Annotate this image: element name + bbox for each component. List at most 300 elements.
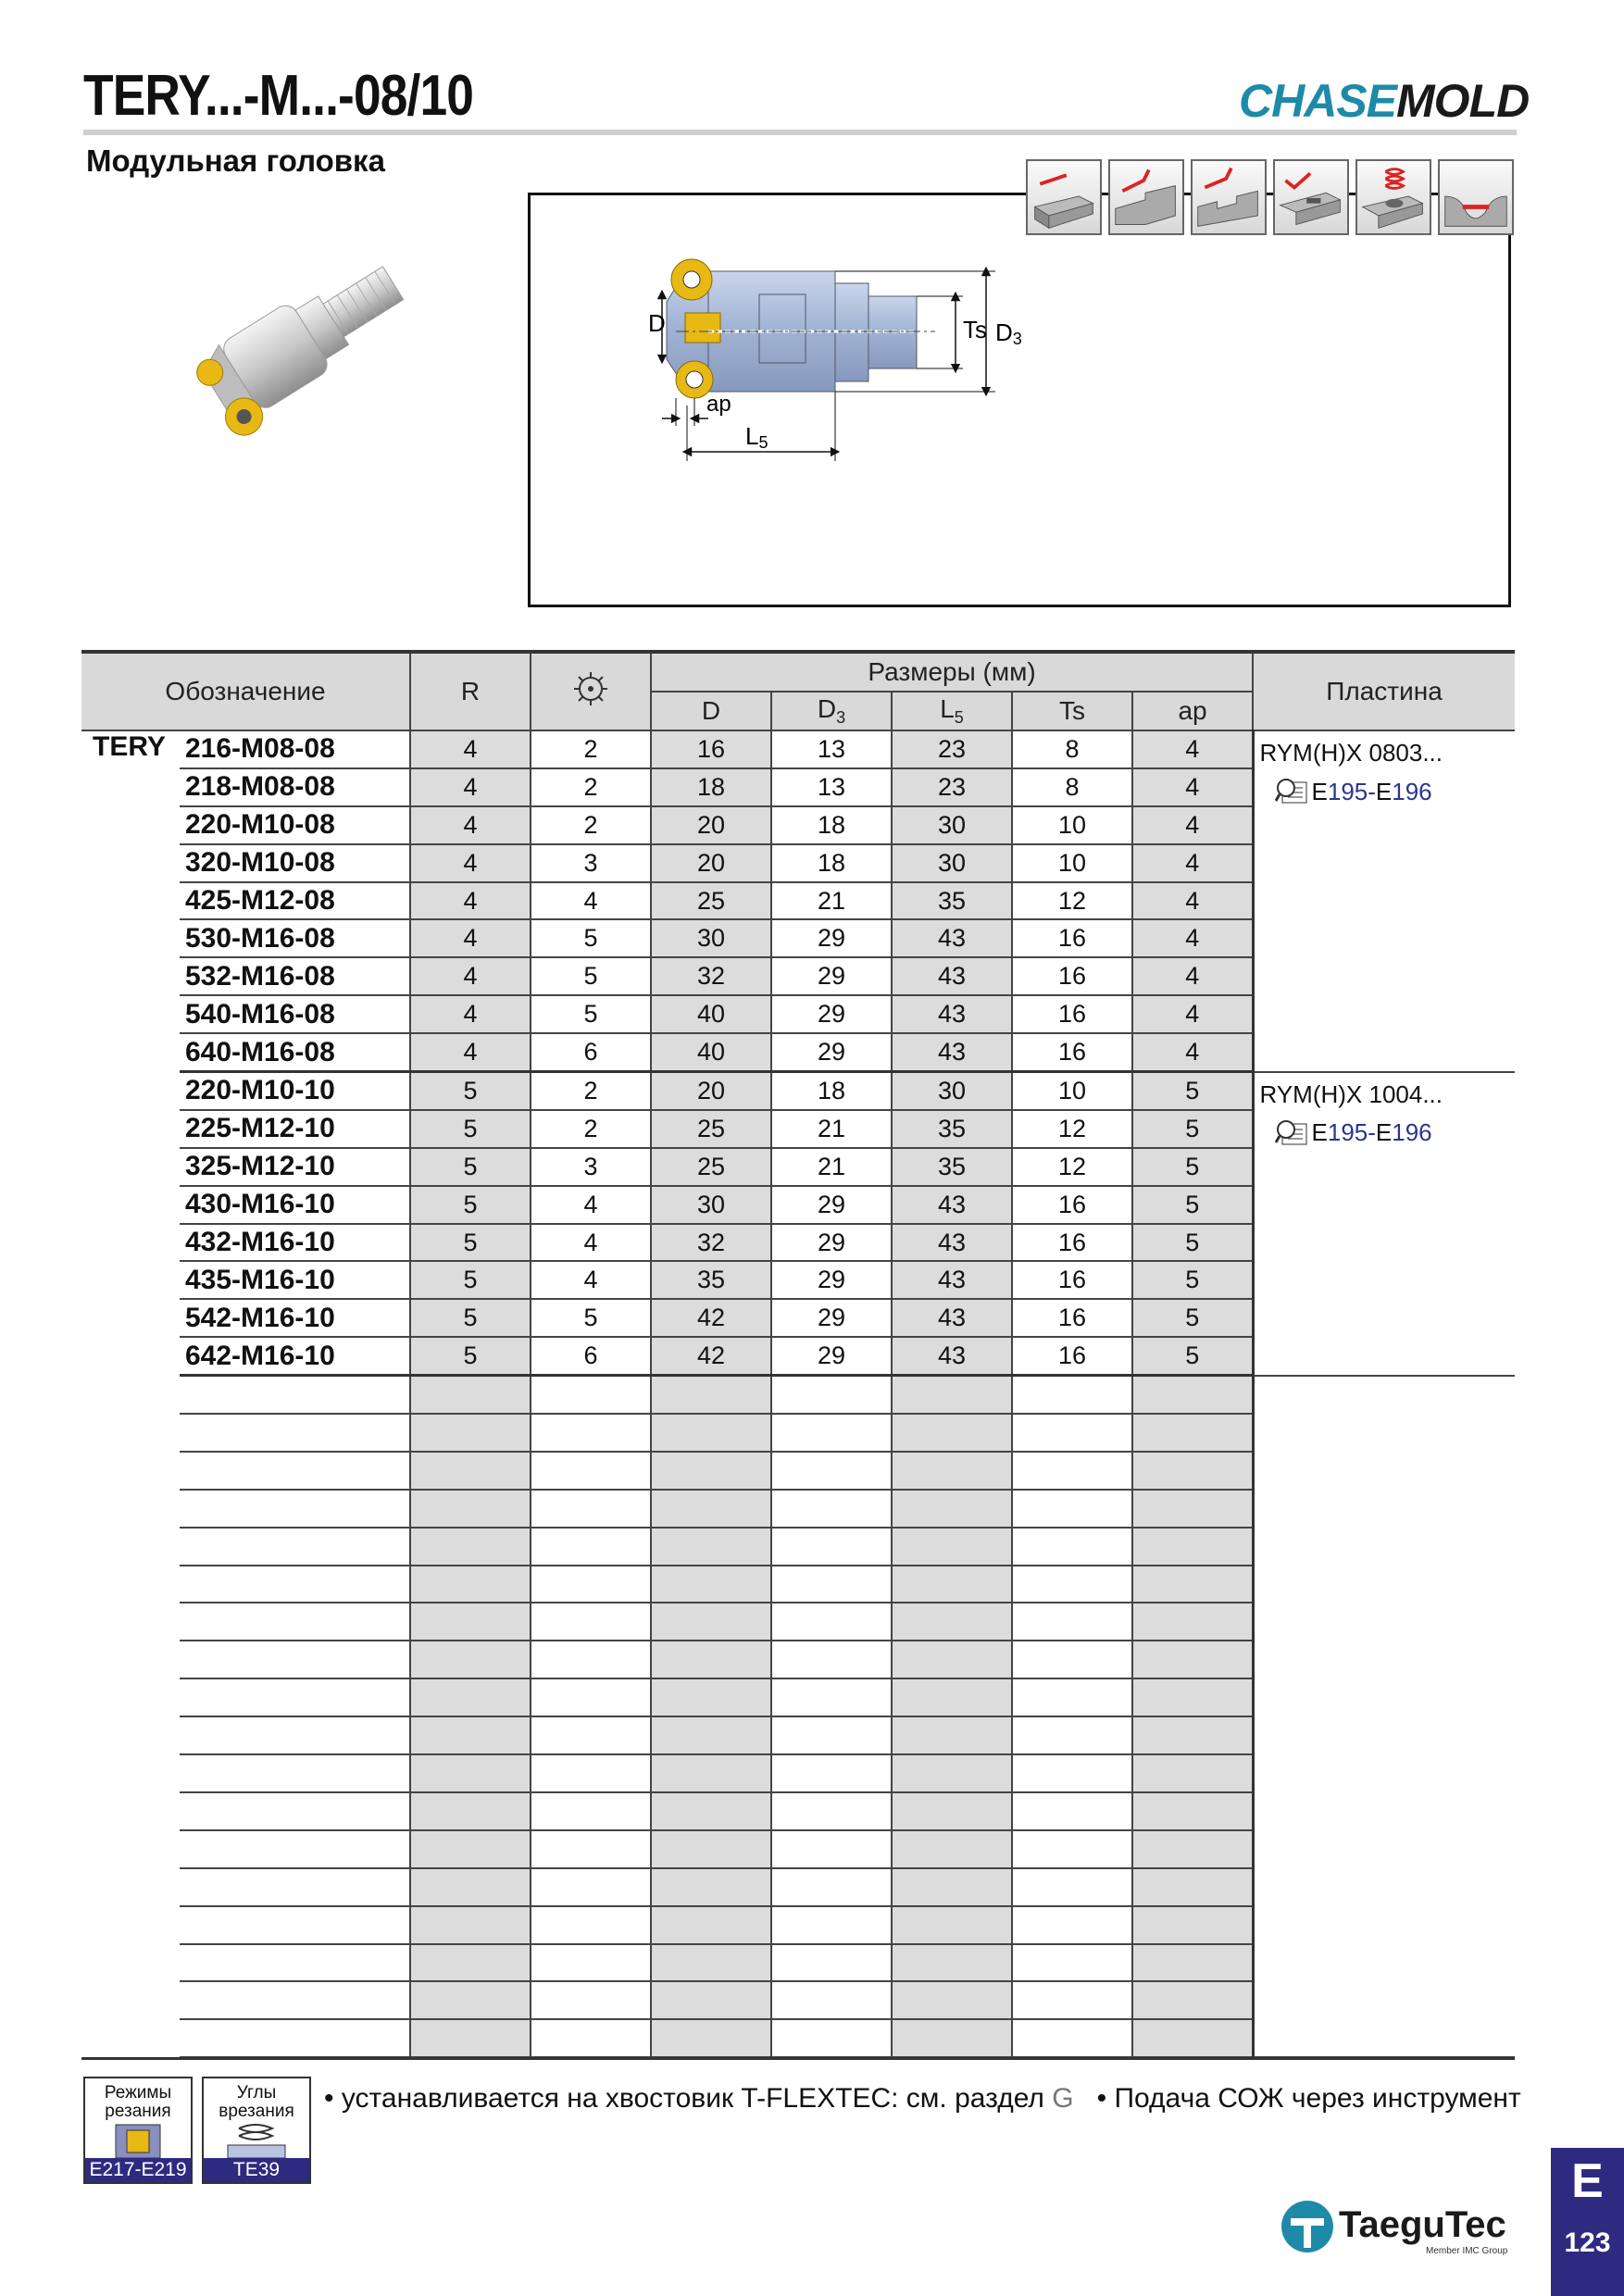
- cell-z: 5: [531, 1299, 651, 1337]
- designation-cell: [180, 1981, 410, 2019]
- cell-l5: 43: [892, 1033, 1012, 1071]
- designation-cell: 432-M16-10: [180, 1224, 410, 1262]
- cell-r: [410, 1641, 531, 1678]
- cell-d: 20: [651, 806, 771, 844]
- insert-catalog-link[interactable]: E195-E196: [1260, 777, 1510, 806]
- ramping-icon: [224, 2121, 289, 2162]
- cell-z: 4: [531, 1261, 651, 1299]
- shoulder-milling-icon: [1108, 159, 1184, 235]
- cell-d: [651, 2019, 771, 2057]
- cell-d3: [771, 1716, 892, 1754]
- cell-d3: 21: [771, 882, 892, 920]
- technical-drawing: [528, 193, 1511, 607]
- cell-l5: [892, 1566, 1012, 1603]
- cell-d3: [771, 1792, 892, 1830]
- designation-cell: 435-M16-10: [180, 1261, 410, 1299]
- blank-cell: [81, 1566, 180, 1603]
- cell-r: [410, 1981, 531, 2019]
- badge1-code: E217-E219: [85, 2158, 191, 2182]
- badge1-line2: резания: [105, 2102, 171, 2121]
- cell-ap: 4: [1132, 995, 1253, 1033]
- cell-ap: 5: [1132, 1337, 1253, 1375]
- cell-z: [531, 1603, 651, 1641]
- cell-ts: 16: [1012, 957, 1132, 995]
- cell-ap: [1132, 1452, 1253, 1490]
- cell-ts: [1012, 1641, 1132, 1678]
- cell-d3: 29: [771, 1033, 892, 1071]
- cell-d3: 18: [771, 844, 892, 882]
- cell-ap: 5: [1132, 1224, 1253, 1262]
- page-subtitle: Модульная головка: [86, 144, 385, 178]
- designation-cell: 540-M16-08: [180, 995, 410, 1033]
- cell-l5: 43: [892, 957, 1012, 995]
- cell-ap: 5: [1132, 1110, 1253, 1148]
- cell-ap: 4: [1132, 919, 1253, 957]
- cell-ts: 16: [1012, 1337, 1132, 1375]
- designation-cell: [180, 1414, 410, 1452]
- chasemold-logo: [1239, 74, 1529, 128]
- cell-d3: [771, 1566, 892, 1603]
- header-insert: Пластина: [1253, 652, 1515, 730]
- designation-cell: 640-M16-08: [180, 1033, 410, 1071]
- header-designation: Обозначение: [81, 652, 410, 730]
- cell-z: 2: [531, 768, 651, 806]
- cell-z: [531, 1376, 651, 1414]
- designation-cell: [180, 1906, 410, 1944]
- cell-r: 4: [410, 844, 531, 882]
- cell-d: [651, 1716, 771, 1754]
- cell-ap: 4: [1132, 1033, 1253, 1071]
- cell-d3: [771, 1641, 892, 1678]
- designation-cell: 320-M10-08: [180, 844, 410, 882]
- cell-r: 4: [410, 919, 531, 957]
- cell-l5: 43: [892, 1261, 1012, 1299]
- designation-cell: [180, 2019, 410, 2057]
- cell-z: 2: [531, 730, 651, 768]
- cell-ap: 5: [1132, 1148, 1253, 1186]
- cell-ap: [1132, 1716, 1253, 1754]
- cell-d3: [771, 1830, 892, 1868]
- cell-l5: [892, 1716, 1012, 1754]
- cutting-data-badge[interactable]: [83, 2077, 193, 2184]
- cell-l5: [892, 1981, 1012, 2019]
- cell-d: 30: [651, 1186, 771, 1224]
- cell-d3: [771, 1603, 892, 1641]
- designation-cell: 225-M12-10: [180, 1110, 410, 1148]
- copy-milling-icon: [1438, 159, 1514, 235]
- designation-cell: [180, 1944, 410, 1982]
- badge1-line1: Режимы: [104, 2083, 172, 2103]
- blank-cell: [81, 1906, 180, 1944]
- cell-r: [410, 1490, 531, 1528]
- cell-r: [410, 1678, 531, 1716]
- cell-ts: [1012, 1376, 1132, 1414]
- cell-ts: [1012, 1981, 1132, 2019]
- cell-z: 4: [531, 1186, 651, 1224]
- cell-ap: [1132, 1868, 1253, 1906]
- cell-r: 5: [410, 1337, 531, 1375]
- cell-r: 5: [410, 1261, 531, 1299]
- cell-ap: 4: [1132, 882, 1253, 920]
- cell-ts: [1012, 1414, 1132, 1452]
- designation-cell: 530-M16-08: [180, 919, 410, 957]
- designation-cell: [180, 1376, 410, 1414]
- cell-d: 35: [651, 1261, 771, 1299]
- cell-l5: [892, 1641, 1012, 1678]
- cell-r: 5: [410, 1299, 531, 1337]
- series-prefix: TERY: [93, 731, 166, 762]
- cell-d: [651, 1414, 771, 1452]
- cell-r: [410, 1566, 531, 1603]
- ramping-angles-badge[interactable]: [202, 2077, 311, 2184]
- cell-r: 5: [410, 1224, 531, 1262]
- cell-d3: [771, 2019, 892, 2057]
- cell-l5: [892, 1490, 1012, 1528]
- cell-d3: [771, 1528, 892, 1566]
- cell-ts: 12: [1012, 1148, 1132, 1186]
- cell-ts: 10: [1012, 1072, 1132, 1110]
- cell-r: 4: [410, 768, 531, 806]
- header-D: D: [651, 692, 771, 730]
- cell-z: [531, 1641, 651, 1678]
- cell-l5: [892, 1792, 1012, 1830]
- cell-d: [651, 1754, 771, 1792]
- designation-cell: 220-M10-08: [180, 806, 410, 844]
- cell-d3: [771, 1906, 892, 1944]
- designation-cell: 430-M16-10: [180, 1186, 410, 1224]
- cell-z: [531, 1944, 651, 1982]
- blank-cell: [81, 1944, 180, 1982]
- designation-cell: [180, 1754, 410, 1792]
- cell-z: 4: [531, 882, 651, 920]
- designation-cell: 532-M16-08: [180, 957, 410, 995]
- cell-l5: 35: [892, 1148, 1012, 1186]
- designation-cell: 542-M16-10: [180, 1299, 410, 1337]
- cell-r: [410, 1716, 531, 1754]
- cell-z: [531, 1754, 651, 1792]
- designation-cell: [180, 1603, 410, 1641]
- cell-d: [651, 1678, 771, 1716]
- cell-d3: [771, 1376, 892, 1414]
- cell-r: 5: [410, 1072, 531, 1110]
- cell-d: [651, 1528, 771, 1566]
- cell-l5: [892, 1754, 1012, 1792]
- cell-d3: [771, 1414, 892, 1452]
- table-bottom-rule: [81, 2057, 1515, 2060]
- cell-z: [531, 2019, 651, 2057]
- cell-ts: [1012, 1906, 1132, 1944]
- cell-d3: [771, 1868, 892, 1906]
- cell-d3: 13: [771, 730, 892, 768]
- cell-ts: 10: [1012, 806, 1132, 844]
- cell-ap: 4: [1132, 957, 1253, 995]
- cell-ap: [1132, 1603, 1253, 1641]
- blank-cell: [81, 1490, 180, 1528]
- empty-table-row: [81, 1376, 1515, 1414]
- designation-cell: [180, 1490, 410, 1528]
- magnifier-icon: [1275, 1118, 1308, 1148]
- cell-l5: [892, 1830, 1012, 1868]
- cell-l5: 43: [892, 919, 1012, 957]
- cell-d: [651, 1452, 771, 1490]
- cell-d: [651, 1376, 771, 1414]
- cell-l5: 30: [892, 844, 1012, 882]
- cell-d: [651, 1906, 771, 1944]
- cell-d: 32: [651, 957, 771, 995]
- blank-cell: [81, 1452, 180, 1490]
- cell-r: [410, 1603, 531, 1641]
- cell-d3: 13: [771, 768, 892, 806]
- cell-z: 4: [531, 1224, 651, 1262]
- cell-r: 4: [410, 1033, 531, 1071]
- cell-ts: [1012, 1716, 1132, 1754]
- cell-ap: [1132, 1754, 1253, 1792]
- cell-l5: [892, 2019, 1012, 2057]
- blank-cell: [81, 1376, 180, 1414]
- cell-r: [410, 1414, 531, 1452]
- cutting-data-icon: [110, 2121, 166, 2162]
- cell-r: [410, 1944, 531, 1982]
- cell-d: 16: [651, 730, 771, 768]
- magnifier-icon: [1275, 777, 1308, 806]
- page-number: 123: [1564, 2227, 1611, 2258]
- cell-l5: [892, 1603, 1012, 1641]
- cell-ts: [1012, 1603, 1132, 1641]
- dim-label-D3: D3: [995, 318, 1022, 348]
- cell-ts: [1012, 1792, 1132, 1830]
- cell-z: [531, 1830, 651, 1868]
- cell-r: [410, 1868, 531, 1906]
- slotting-icon: [1191, 159, 1267, 235]
- blank-cell: [81, 1981, 180, 2019]
- badge2-code: TE39: [204, 2158, 309, 2182]
- cell-d: [651, 1603, 771, 1641]
- cell-r: 4: [410, 806, 531, 844]
- cell-l5: [892, 1528, 1012, 1566]
- cell-z: 5: [531, 995, 651, 1033]
- cell-r: [410, 1830, 531, 1868]
- product-photo: [176, 231, 444, 454]
- cell-d3: 29: [771, 1186, 892, 1224]
- blank-cell: [81, 1603, 180, 1641]
- cell-l5: 23: [892, 730, 1012, 768]
- logo-part2: MOLD: [1396, 75, 1530, 127]
- cell-l5: 43: [892, 1224, 1012, 1262]
- dim-label-ap: ap: [706, 392, 731, 417]
- cell-ap: 5: [1132, 1072, 1253, 1110]
- specification-table: [81, 650, 1515, 2058]
- cell-ts: [1012, 1452, 1132, 1490]
- header-dimensions: Размеры (мм): [651, 652, 1253, 692]
- cell-r: 4: [410, 957, 531, 995]
- cell-d3: [771, 1944, 892, 1982]
- cell-d3: 29: [771, 995, 892, 1033]
- cell-d: [651, 1981, 771, 2019]
- cell-ap: 5: [1132, 1299, 1253, 1337]
- cell-d3: 29: [771, 1224, 892, 1262]
- cell-z: 5: [531, 957, 651, 995]
- cell-ts: 16: [1012, 1299, 1132, 1337]
- insert-catalog-link[interactable]: E195-E196: [1260, 1118, 1510, 1148]
- insert-cell: [1253, 1072, 1515, 1376]
- section-tab: [1551, 2148, 1624, 2296]
- cell-r: 5: [410, 1148, 531, 1186]
- cell-ap: 4: [1132, 730, 1253, 768]
- insert-cell-empty: [1253, 1376, 1515, 2058]
- insert-name: RYM(H)X 0803...: [1259, 739, 1443, 767]
- cell-ap: [1132, 1981, 1253, 2019]
- cell-ap: [1132, 1792, 1253, 1830]
- cell-ts: 16: [1012, 1033, 1132, 1071]
- cell-ap: [1132, 1566, 1253, 1603]
- company-tagline: Member IMC Group: [1426, 2246, 1508, 2256]
- blank-cell: [81, 1830, 180, 1868]
- blank-cell: [81, 1868, 180, 1906]
- cell-ts: 16: [1012, 1261, 1132, 1299]
- company-name: TaeguTec: [1339, 2204, 1506, 2245]
- cell-ap: [1132, 2019, 1253, 2057]
- cell-l5: 35: [892, 1110, 1012, 1148]
- cell-l5: 30: [892, 806, 1012, 844]
- cell-r: [410, 1792, 531, 1830]
- blank-cell: [81, 1754, 180, 1792]
- title-rule: [83, 130, 1517, 135]
- cell-l5: [892, 1376, 1012, 1414]
- cell-d3: 29: [771, 1337, 892, 1375]
- cell-d: [651, 1830, 771, 1868]
- cell-z: 2: [531, 1072, 651, 1110]
- table-row: [81, 1072, 1515, 1110]
- cell-ap: 4: [1132, 806, 1253, 844]
- cell-ap: [1132, 1944, 1253, 1982]
- cell-ap: [1132, 1490, 1253, 1528]
- cell-ap: 4: [1132, 768, 1253, 806]
- cell-d: 25: [651, 1110, 771, 1148]
- cell-r: [410, 1754, 531, 1792]
- cell-ts: [1012, 1528, 1132, 1566]
- cell-ap: [1132, 1678, 1253, 1716]
- cell-l5: 43: [892, 995, 1012, 1033]
- cell-z: [531, 1566, 651, 1603]
- cell-ap: [1132, 1528, 1253, 1566]
- cell-ts: [1012, 1678, 1132, 1716]
- cell-l5: [892, 1868, 1012, 1906]
- cell-z: [531, 1678, 651, 1716]
- cell-ap: [1132, 1376, 1253, 1414]
- insert-cell: [1253, 730, 1515, 1072]
- insert-name: RYM(H)X 1004...: [1259, 1079, 1443, 1108]
- cell-ts: [1012, 1754, 1132, 1792]
- header-L5: $L_5$: [892, 692, 1012, 730]
- cell-z: [531, 1528, 651, 1566]
- cell-z: [531, 1452, 651, 1490]
- cell-d: 40: [651, 1033, 771, 1071]
- designation-cell: [180, 1868, 410, 1906]
- cell-ts: 8: [1012, 768, 1132, 806]
- cell-r: 5: [410, 1186, 531, 1224]
- cell-d: [651, 1792, 771, 1830]
- cell-l5: [892, 1678, 1012, 1716]
- cell-ap: 5: [1132, 1261, 1253, 1299]
- cell-d: [651, 1641, 771, 1678]
- note-section-ref[interactable]: G: [1052, 2083, 1074, 2114]
- cell-d: 32: [651, 1224, 771, 1262]
- badge2-line1: Углы: [236, 2083, 277, 2103]
- teeth-count-icon: [570, 668, 611, 709]
- cell-ap: [1132, 1414, 1253, 1452]
- cell-d: [651, 1868, 771, 1906]
- cell-d: 20: [651, 844, 771, 882]
- cell-ts: 12: [1012, 882, 1132, 920]
- designation-cell: 216-M08-08: [180, 730, 410, 768]
- cell-z: 3: [531, 844, 651, 882]
- cell-r: [410, 1528, 531, 1566]
- cell-ts: [1012, 1868, 1132, 1906]
- cell-ap: [1132, 1830, 1253, 1868]
- cell-d: 25: [651, 882, 771, 920]
- header-D3: $D_3$: [771, 692, 892, 730]
- cell-d3: [771, 1678, 892, 1716]
- blank-cell: [81, 1792, 180, 1830]
- cell-ts: 16: [1012, 1224, 1132, 1262]
- cell-ts: 12: [1012, 1110, 1132, 1148]
- designation-cell: 220-M10-10: [180, 1072, 410, 1110]
- cell-z: 2: [531, 806, 651, 844]
- cell-l5: [892, 1414, 1012, 1452]
- cell-ts: [1012, 1490, 1132, 1528]
- cell-ap: 5: [1132, 1186, 1253, 1224]
- cell-z: [531, 1906, 651, 1944]
- cell-z: 6: [531, 1337, 651, 1375]
- cell-d: 42: [651, 1337, 771, 1375]
- blank-cell: [81, 1641, 180, 1678]
- blank-cell: [81, 1414, 180, 1452]
- cell-z: [531, 1414, 651, 1452]
- cell-z: [531, 1981, 651, 2019]
- cell-ts: 16: [1012, 919, 1132, 957]
- cell-l5: [892, 1906, 1012, 1944]
- cell-d3: [771, 1452, 892, 1490]
- designation-cell: [180, 1452, 410, 1490]
- cell-d3: 29: [771, 919, 892, 957]
- taegutec-logo: [1278, 2194, 1518, 2259]
- cell-d3: 21: [771, 1110, 892, 1148]
- cell-l5: 43: [892, 1337, 1012, 1375]
- cell-l5: 43: [892, 1299, 1012, 1337]
- note-shank: • устанавливается на хвостовик T-FLEXTEC: см. раздел: [324, 2083, 1044, 2114]
- designation-cell: [180, 1566, 410, 1603]
- cell-z: 2: [531, 1110, 651, 1148]
- blank-cell: [81, 1678, 180, 1716]
- cell-d: 30: [651, 919, 771, 957]
- table-row: [81, 730, 1515, 768]
- header-R: R: [410, 652, 531, 730]
- cell-d3: [771, 1490, 892, 1528]
- cell-r: [410, 1452, 531, 1490]
- cell-d3: 21: [771, 1148, 892, 1186]
- designation-cell: 325-M12-10: [180, 1148, 410, 1186]
- section-letter: E: [1571, 2154, 1604, 2208]
- cell-d: [651, 1944, 771, 1982]
- dim-label-L5: L5: [745, 422, 768, 452]
- cell-r: [410, 2019, 531, 2057]
- cell-z: [531, 1868, 651, 1906]
- cell-ap: [1132, 1906, 1253, 1944]
- cell-z: 6: [531, 1033, 651, 1071]
- cell-ts: 10: [1012, 844, 1132, 882]
- designation-cell: 642-M16-10: [180, 1337, 410, 1375]
- cell-ts: 16: [1012, 1186, 1132, 1224]
